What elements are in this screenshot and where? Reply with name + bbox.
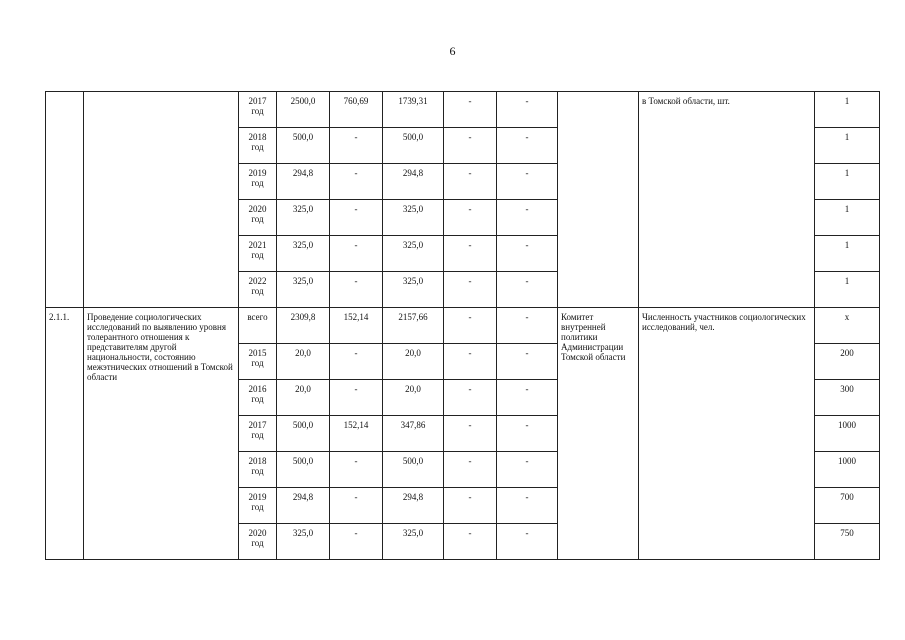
federal-budget-cell: - — [330, 272, 383, 308]
regional-budget-cell: 325,0 — [383, 272, 444, 308]
table-row — [46, 308, 880, 344]
federal-budget-cell: - — [330, 344, 383, 380]
period-cell: 2022 год — [239, 272, 277, 308]
period-cell: 2020 год — [239, 200, 277, 236]
total-cell: 500,0 — [277, 452, 330, 488]
indicator-value-cell: х — [815, 308, 880, 344]
indicator-value-cell: 300 — [815, 380, 880, 416]
federal-budget-cell: - — [330, 524, 383, 560]
local-budget-cell: - — [444, 236, 497, 272]
federal-budget-cell: 152,14 — [330, 308, 383, 344]
local-budget-cell: - — [444, 416, 497, 452]
other-sources-cell: - — [497, 488, 558, 524]
period-cell: 2018 год — [239, 452, 277, 488]
indicator-value-cell: 1 — [815, 128, 880, 164]
measure-name — [84, 92, 239, 308]
period-cell: 2019 год — [239, 488, 277, 524]
local-budget-cell: - — [444, 488, 497, 524]
local-budget-cell: - — [444, 272, 497, 308]
total-cell: 294,8 — [277, 164, 330, 200]
regional-budget-cell: 325,0 — [383, 236, 444, 272]
measure-number: 2.1.1. — [46, 308, 84, 560]
period-cell: 2017 год — [239, 416, 277, 452]
other-sources-cell: - — [497, 272, 558, 308]
local-budget-cell: - — [444, 164, 497, 200]
indicator-value-cell: 1 — [815, 272, 880, 308]
federal-budget-cell: - — [330, 128, 383, 164]
period-cell: 2021 год — [239, 236, 277, 272]
regional-budget-cell: 347,86 — [383, 416, 444, 452]
other-sources-cell: - — [497, 416, 558, 452]
total-cell: 325,0 — [277, 236, 330, 272]
local-budget-cell: - — [444, 200, 497, 236]
indicator-value-cell: 1 — [815, 164, 880, 200]
indicator-value-cell: 1000 — [815, 416, 880, 452]
indicator-value-cell: 750 — [815, 524, 880, 560]
regional-budget-cell: 500,0 — [383, 452, 444, 488]
period-cell: всего — [239, 308, 277, 344]
indicator-value-cell: 1 — [815, 200, 880, 236]
federal-budget-cell: - — [330, 380, 383, 416]
indicator-cell: Численность участников социологических исследований, чел. — [639, 308, 815, 560]
regional-budget-cell: 20,0 — [383, 380, 444, 416]
measure-number — [46, 92, 84, 308]
regional-budget-cell: 500,0 — [383, 128, 444, 164]
federal-budget-cell: - — [330, 164, 383, 200]
total-cell: 2309,8 — [277, 308, 330, 344]
regional-budget-cell: 1739,31 — [383, 92, 444, 128]
other-sources-cell: - — [497, 200, 558, 236]
total-cell: 500,0 — [277, 416, 330, 452]
program-table — [45, 91, 880, 560]
federal-budget-cell: - — [330, 488, 383, 524]
local-budget-cell: - — [444, 524, 497, 560]
period-cell: 2020 год — [239, 524, 277, 560]
indicator-value-cell: 200 — [815, 344, 880, 380]
regional-budget-cell: 294,8 — [383, 488, 444, 524]
table-row — [46, 92, 880, 128]
page-number: 6 — [449, 44, 456, 58]
local-budget-cell: - — [444, 380, 497, 416]
total-cell: 294,8 — [277, 488, 330, 524]
other-sources-cell: - — [497, 380, 558, 416]
other-sources-cell: - — [497, 128, 558, 164]
other-sources-cell: - — [497, 236, 558, 272]
regional-budget-cell: 20,0 — [383, 344, 444, 380]
indicator-cell: в Томской области, шт. — [639, 92, 815, 308]
federal-budget-cell: 760,69 — [330, 92, 383, 128]
regional-budget-cell: 325,0 — [383, 524, 444, 560]
indicator-value-cell: 1000 — [815, 452, 880, 488]
other-sources-cell: - — [497, 344, 558, 380]
executor-cell — [558, 92, 639, 308]
other-sources-cell: - — [497, 92, 558, 128]
indicator-value-cell: 1 — [815, 92, 880, 128]
total-cell: 325,0 — [277, 524, 330, 560]
period-cell: 2018 год — [239, 128, 277, 164]
period-cell: 2019 год — [239, 164, 277, 200]
indicator-value-cell: 700 — [815, 488, 880, 524]
executor-cell: Комитет внутренней политики Администрации Томской области — [558, 308, 639, 560]
local-budget-cell: - — [444, 344, 497, 380]
total-cell: 20,0 — [277, 344, 330, 380]
total-cell: 2500,0 — [277, 92, 330, 128]
regional-budget-cell: 2157,66 — [383, 308, 444, 344]
measure-name: Проведение социологических исследований по выявлению уровня толерантного отношения к представителям другой национальности, состоянию межэтнических отношений в Томской области — [84, 308, 239, 560]
period-cell: 2016 год — [239, 380, 277, 416]
total-cell: 20,0 — [277, 380, 330, 416]
other-sources-cell: - — [497, 452, 558, 488]
other-sources-cell: - — [497, 524, 558, 560]
federal-budget-cell: - — [330, 200, 383, 236]
local-budget-cell: - — [444, 128, 497, 164]
other-sources-cell: - — [497, 308, 558, 344]
local-budget-cell: - — [444, 92, 497, 128]
other-sources-cell: - — [497, 164, 558, 200]
regional-budget-cell: 325,0 — [383, 200, 444, 236]
federal-budget-cell: 152,14 — [330, 416, 383, 452]
federal-budget-cell: - — [330, 236, 383, 272]
regional-budget-cell: 294,8 — [383, 164, 444, 200]
period-cell: 2015 год — [239, 344, 277, 380]
local-budget-cell: - — [444, 452, 497, 488]
period-cell: 2017 год — [239, 92, 277, 128]
total-cell: 325,0 — [277, 272, 330, 308]
indicator-value-cell: 1 — [815, 236, 880, 272]
local-budget-cell: - — [444, 308, 497, 344]
total-cell: 500,0 — [277, 128, 330, 164]
federal-budget-cell: - — [330, 452, 383, 488]
total-cell: 325,0 — [277, 200, 330, 236]
